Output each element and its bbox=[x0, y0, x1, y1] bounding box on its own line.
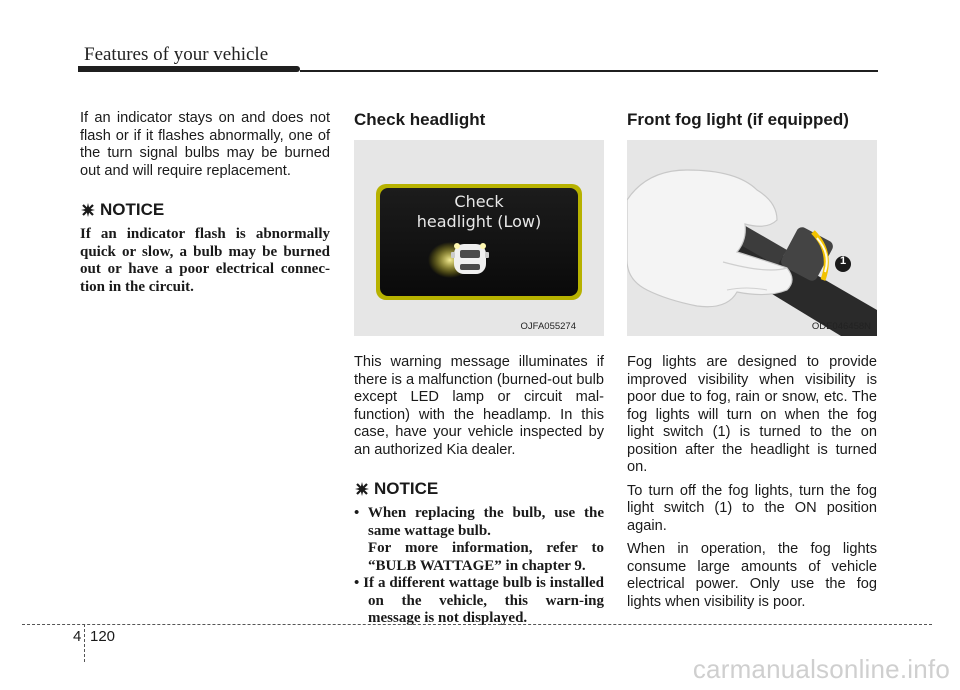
header-rule-thin bbox=[300, 70, 878, 72]
footer-divider bbox=[84, 624, 85, 662]
cluster-display-figure bbox=[354, 140, 604, 336]
notice-heading bbox=[354, 479, 604, 499]
notice-label: NOTICE bbox=[100, 200, 165, 219]
fog-paragraph: Fog lights are designed to provide improved visibility when visibility is poor due to fog, rain or snow, etc. The fog lights will turn on when the fog light switch (1) is turned to the on position after the headlight is turned on. bbox=[627, 354, 877, 475]
column-3 bbox=[627, 110, 877, 611]
column-1 bbox=[80, 110, 330, 296]
notice-bullet bbox=[354, 505, 604, 575]
check-headlight-heading: Check headlight bbox=[354, 110, 486, 129]
fog-light-heading: Front fog light (if equipped) bbox=[627, 110, 849, 129]
bullet-continuation: For more information, refer to “BULB WATTAGE” in chapter 9. bbox=[368, 540, 604, 574]
notice-text: If an indicator flash is abnormally quick or slow, a bulb may be burned out or have a poor electrical connec-tion in the circuit. bbox=[80, 226, 330, 295]
bullet-text: If a different wattage bulb is installed on the vehicle, this warn-ing message is not displayed. bbox=[363, 575, 604, 626]
header-rule-thick bbox=[78, 66, 300, 72]
notice-heading bbox=[80, 200, 330, 220]
cluster-display-illustration bbox=[354, 140, 604, 336]
watermark-text: carmanualsonline.info bbox=[692, 654, 950, 684]
callout-number: 1 bbox=[839, 255, 847, 267]
column-2 bbox=[354, 110, 604, 628]
notice-cross-icon bbox=[354, 481, 370, 497]
notice-bullet bbox=[354, 575, 604, 628]
fog-switch-figure bbox=[627, 140, 877, 336]
notice-bullets bbox=[354, 505, 604, 628]
footer-rule bbox=[22, 624, 932, 625]
fog-paragraph: To turn off the fog lights, turn the fog light switch (1) to the ON position again. bbox=[627, 482, 877, 534]
intro-paragraph: If an indicator stays on and does not flash or if it flashes abnormally, one of the turn signal bulbs may be burned out and will require replacement. bbox=[80, 110, 330, 179]
check-headlight-body: This warning message illuminates if there is a malfunction (burned-out bulb except LED lamp or circuit mal-function) with the headlamp. In this case, have your vehicle inspected by an authorized Kia dealer. bbox=[354, 354, 604, 458]
figure-code: ODE046458N bbox=[811, 321, 871, 332]
notice-cross-icon bbox=[80, 202, 96, 218]
section-title: Features of your vehicle bbox=[84, 44, 269, 65]
chapter-number: 4 bbox=[73, 628, 82, 645]
display-line-2: headlight (Low) bbox=[416, 212, 542, 231]
display-line-1: Check bbox=[454, 192, 504, 211]
page-number: 120 bbox=[90, 628, 116, 645]
notice-label: NOTICE bbox=[374, 479, 439, 498]
fog-paragraph: When in operation, the fog lights consume large amounts of vehicle electrical power. Only use the fog lights when visibility is poor. bbox=[627, 541, 877, 610]
fog-switch-illustration bbox=[627, 140, 877, 336]
bullet-text: When replacing the bulb, use the same wattage bulb. bbox=[367, 505, 604, 539]
figure-code: OJFA055274 bbox=[520, 321, 576, 332]
